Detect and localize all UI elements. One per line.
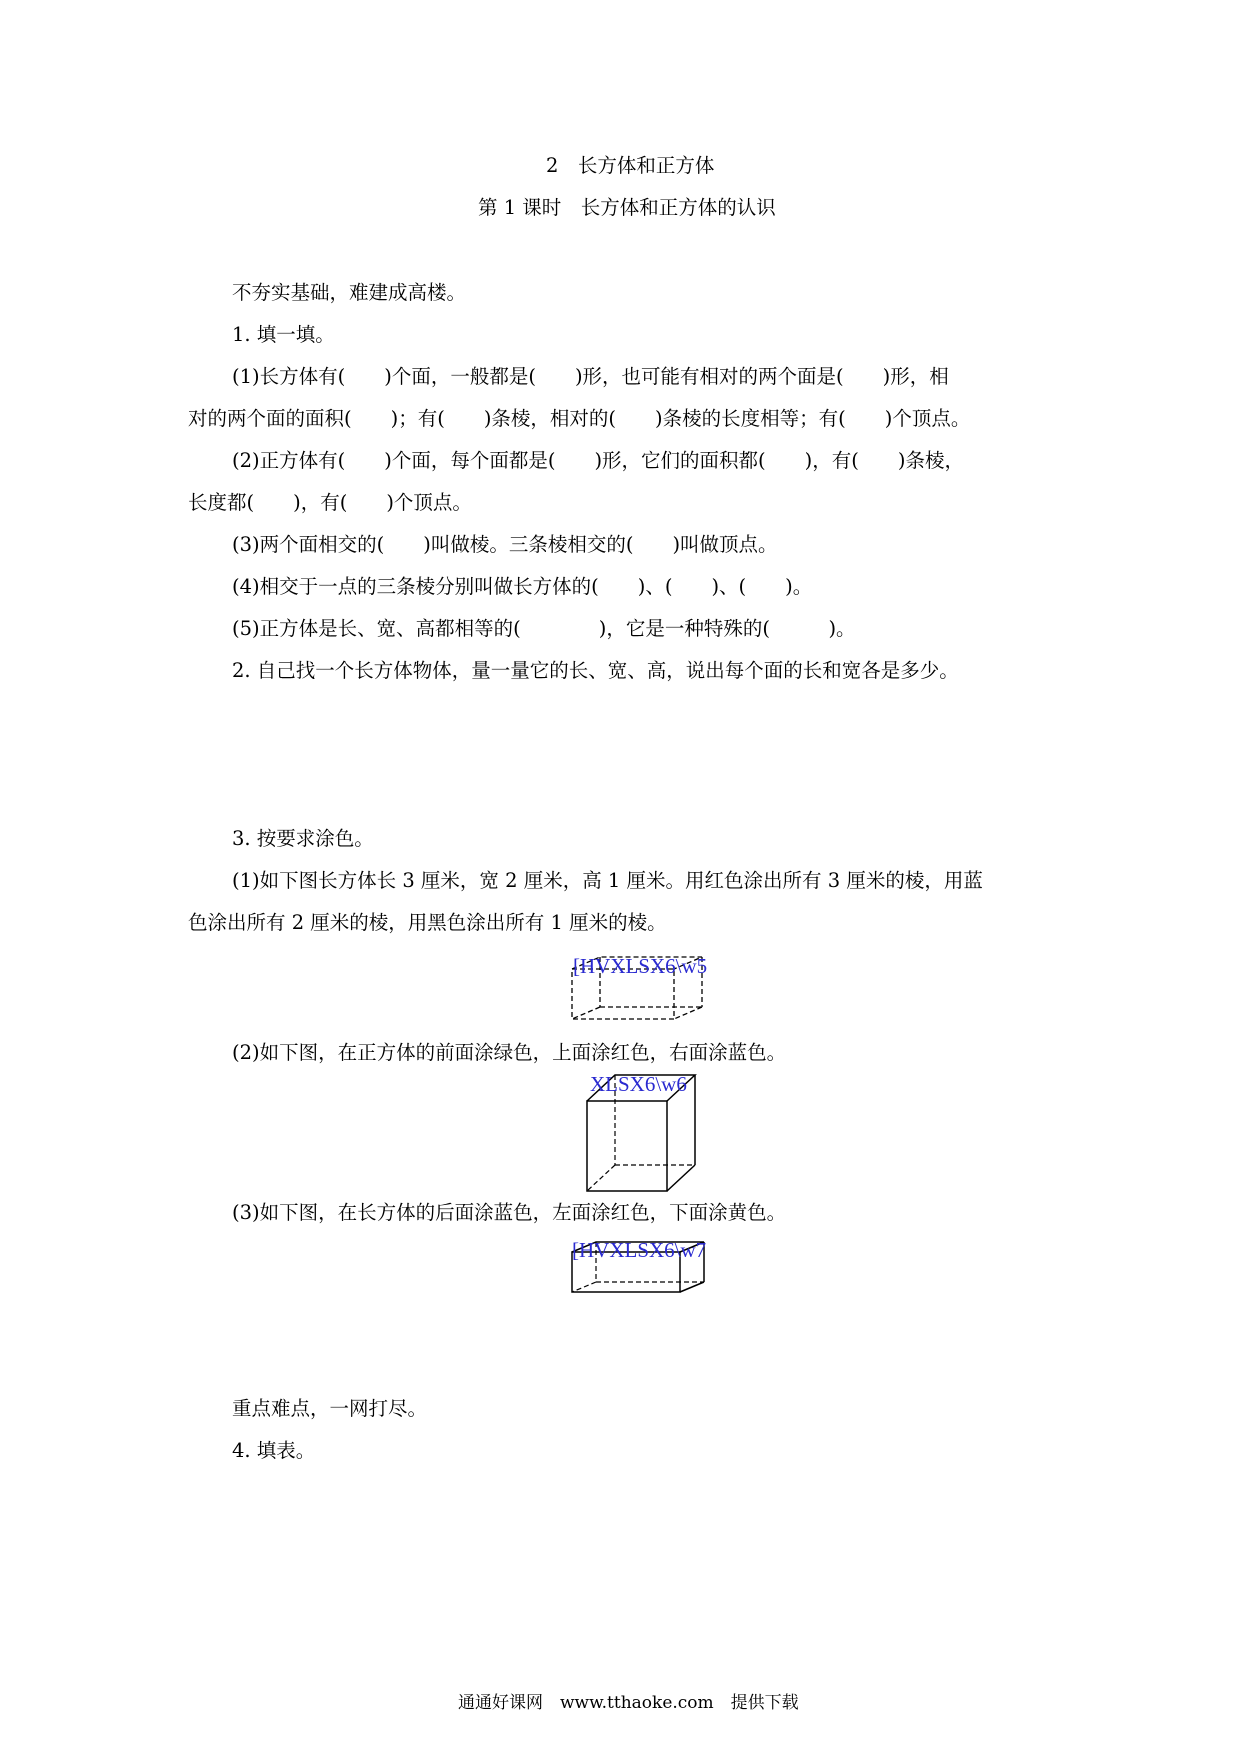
question-3-part-2: (2)如下图，在正方体的前面涂绿色，上面涂红色，右面涂蓝色。 [232,1041,787,1064]
section-heading-key-points: 重点难点，一网打尽。 [232,1397,428,1420]
question-4-stem: 4. 填表。 [232,1439,316,1462]
page-title: 2 长方体和正方体 [546,154,715,177]
question-3-stem: 3. 按要求涂色。 [232,827,374,850]
question-3-part-3: (3)如下图，在长方体的后面涂蓝色，左面涂红色，下面涂黄色。 [232,1201,787,1224]
question-1-part-2-line-1: (2)正方体有( )个面，每个面都是( )形，它们的面积都( )，有( )条棱， [232,449,964,472]
figure-2-label: XLSX6\w6 [590,1072,687,1096]
figure-3-label: [HVXLSX6\w7 [572,1238,707,1262]
question-1-part-3: (3)两个面相交的( )叫做棱。三条棱相交的( )叫做顶点。 [232,533,778,556]
question-1-part-5: (5)正方体是长、宽、高都相等的( )，它是一种特殊的( )。 [232,617,856,640]
question-1-part-2-line-2: 长度都( )，有( )个顶点。 [188,491,472,514]
question-1-part-1-line-2: 对的两个面的面积( )；有( )条棱，相对的( )条棱的长度相等；有( )个顶点。 [188,407,971,430]
question-1-part-4: (4)相交于一点的三条棱分别叫做长方体的( )、( )、( )。 [232,575,813,598]
question-3-part-1-line-2: 色涂出所有 2 厘米的棱，用黑色涂出所有 1 厘米的棱。 [188,911,667,934]
footer-credit: 通通好课网 www.tthaoke.com 提供下载 [458,1693,799,1713]
question-3-part-1-line-1: (1)如下图长方体长 3 厘米，宽 2 厘米，高 1 厘米。用红色涂出所有 3 厘米的棱，用蓝 [232,869,983,892]
page-subtitle: 第 1 课时 长方体和正方体的认识 [478,196,776,219]
question-2-stem: 2. 自己找一个长方体物体，量一量它的长、宽、高，说出每个面的长和宽各是多少。 [232,659,959,682]
figure-1-label: [HVXLSX6\w5 [573,954,708,978]
question-1-stem: 1. 填一填。 [232,323,335,346]
question-1-part-1-line-1: (1)长方体有( )个面，一般都是( )形，也可能有相对的两个面是( )形，相 [232,365,949,388]
section-heading-basics: 不夯实基础，难建成高楼。 [232,281,467,304]
